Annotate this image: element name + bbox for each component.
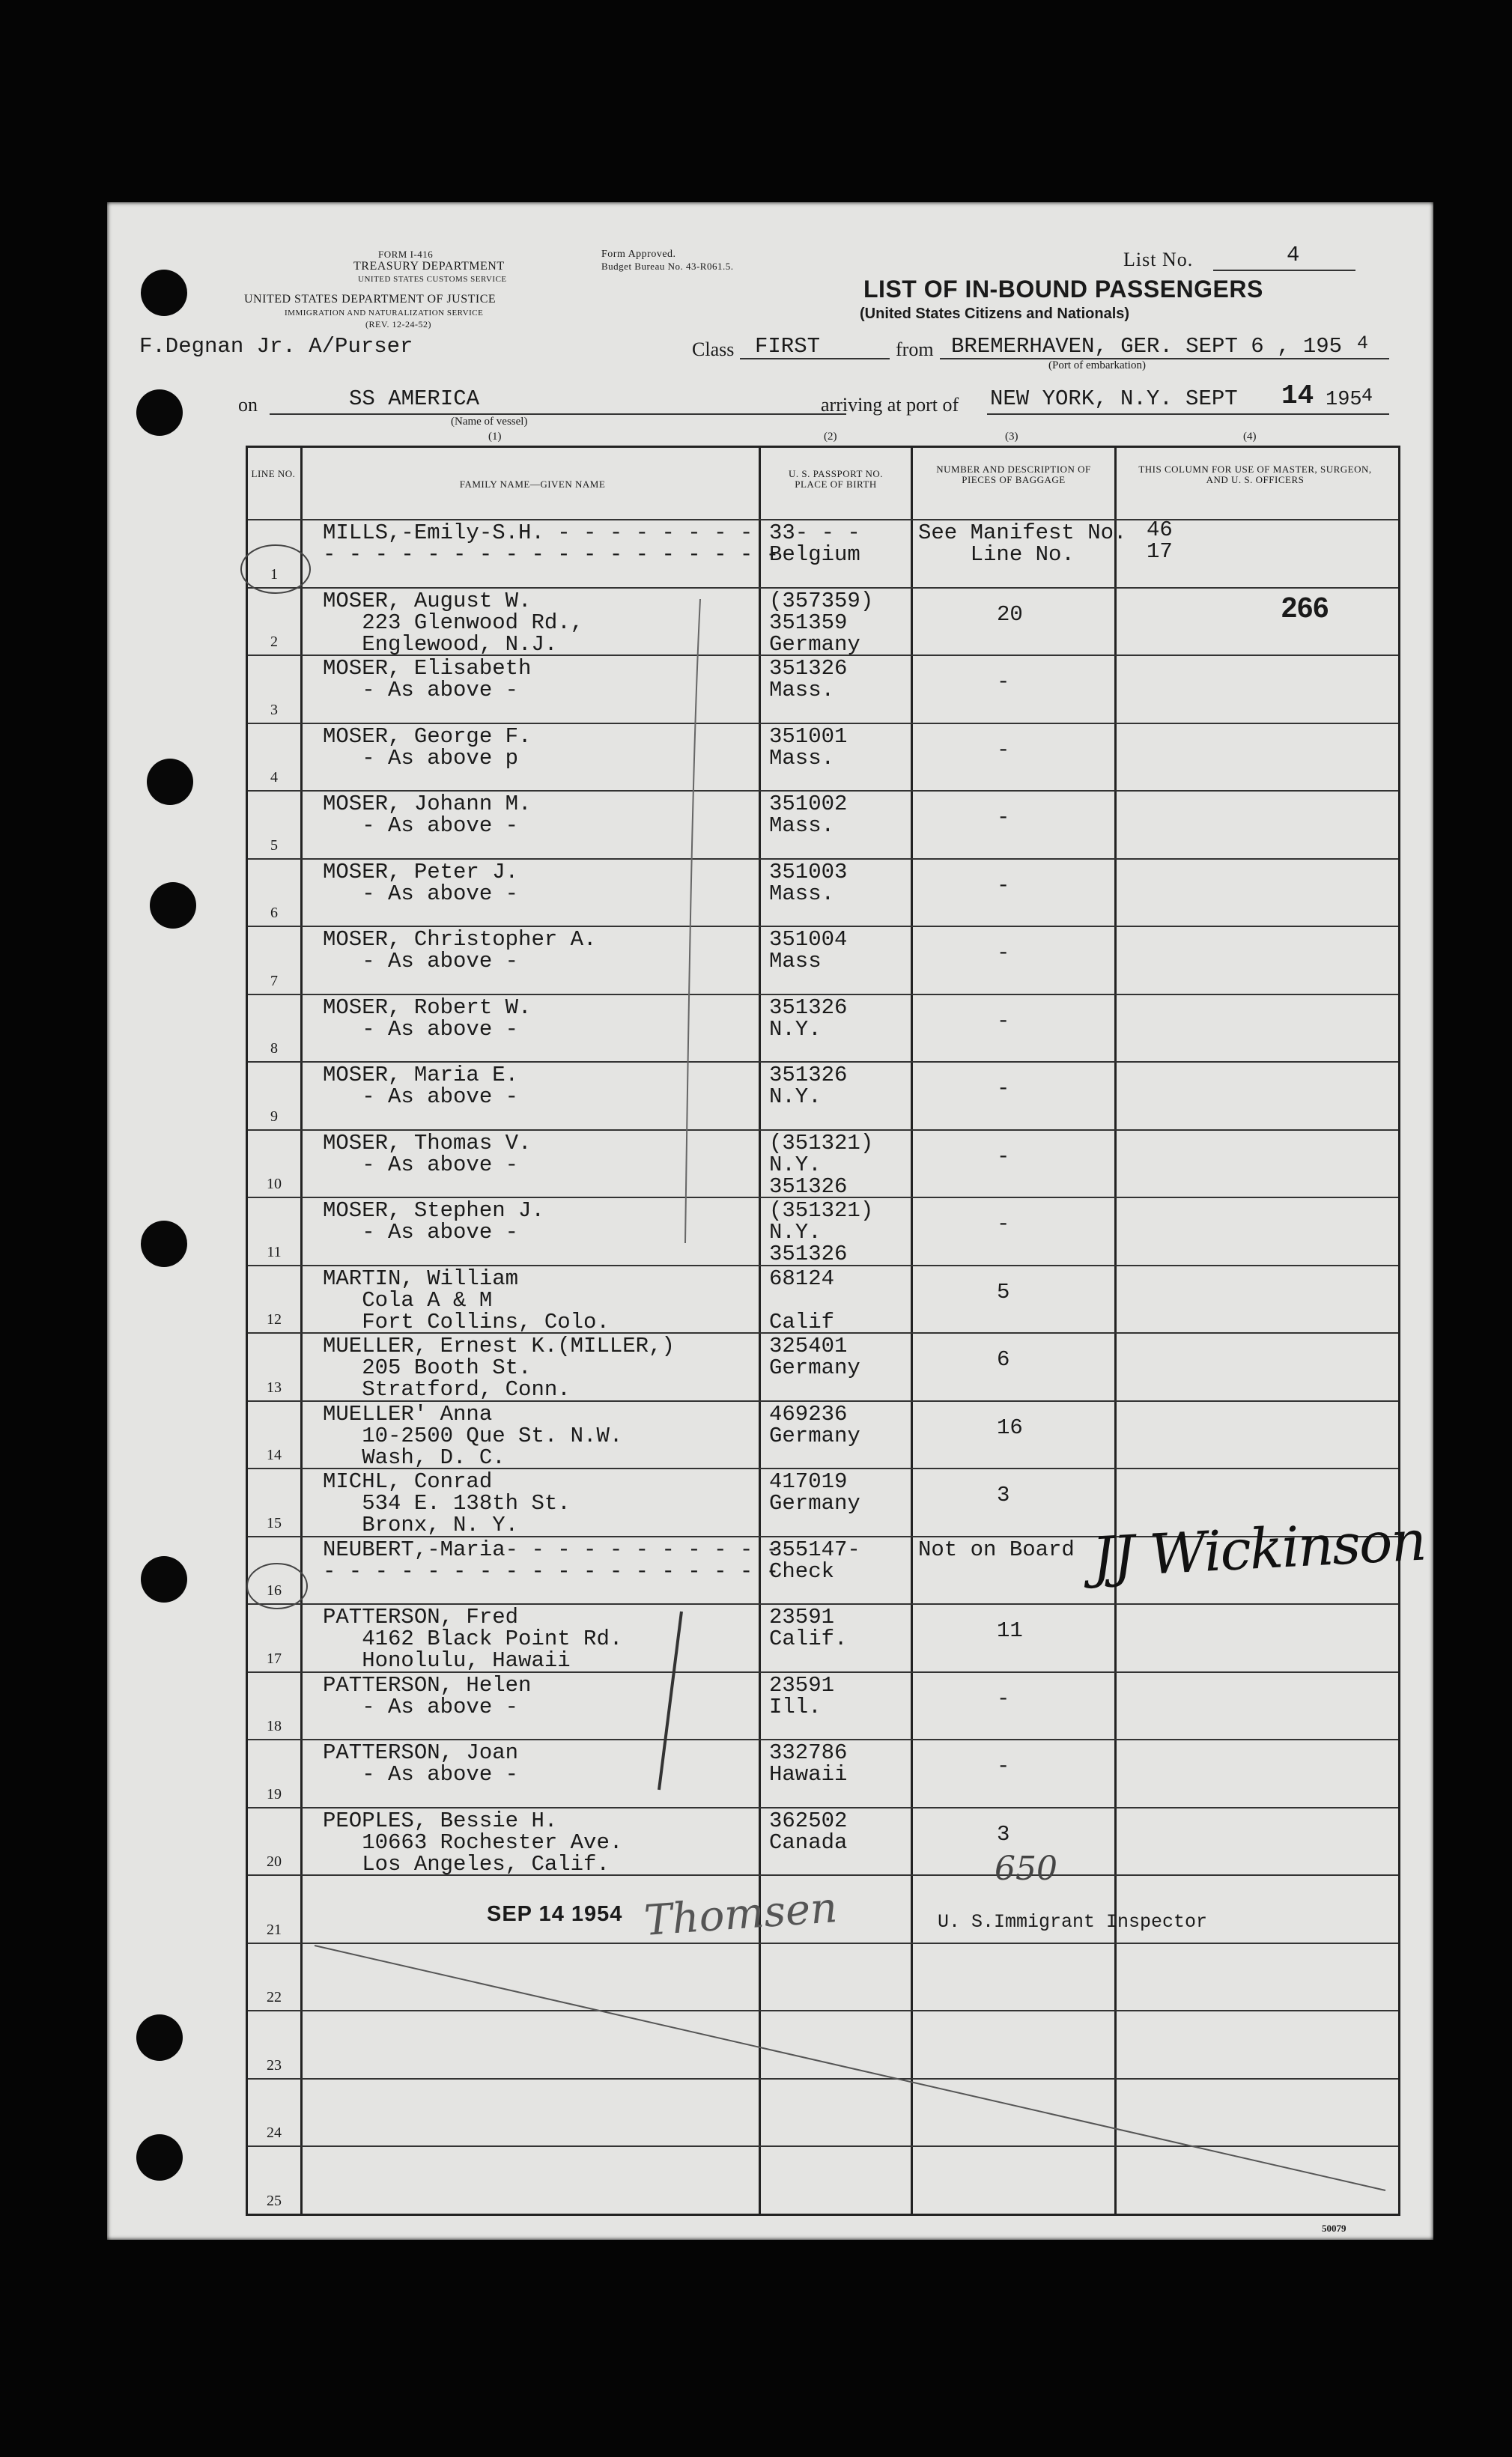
passport-birthplace: 469236 Germany (769, 1401, 860, 1448)
form-subtitle: (United States Citizens and Nationals) (860, 306, 1130, 322)
port-embarkation-caption: (Port of embarkation) (1048, 359, 1146, 371)
line-number: 10 (267, 1176, 282, 1193)
col-number-4: (4) (1243, 431, 1257, 443)
arriving-day: 14 (1281, 380, 1314, 411)
line-number: 6 (270, 905, 278, 922)
ins-service: IMMIGRATION AND NATURALIZATION SERVICE (285, 309, 484, 318)
line-number: 17 (267, 1650, 282, 1667)
arriving-year-end: 4 (1361, 385, 1373, 407)
arriving-year: 195 (1326, 389, 1362, 411)
passenger-name: MUELLER' Anna 10-2500 Que St. N.W. Wash, D. C. (323, 1401, 623, 1470)
purser-name: F.Degnan Jr. A/Purser (139, 334, 413, 359)
class-label: Class (692, 338, 735, 360)
col-header-officers: THIS COLUMN FOR USE OF MASTER, SURGEON, AND U. S. OFFICERS (1138, 464, 1372, 485)
line-number: 2 (270, 634, 278, 651)
passenger-name: MOSER, Maria E. - As above - (323, 1063, 519, 1110)
line-number: 19 (267, 1785, 282, 1802)
baggage-count: - (997, 1008, 1010, 1033)
list-no-label: List No. (1123, 249, 1194, 270)
officer-note: 46 17 (1147, 517, 1173, 564)
line-number: 20 (267, 1853, 282, 1871)
baggage-count: 16 (997, 1415, 1023, 1440)
vessel-caption: (Name of vessel) (451, 416, 528, 428)
treasury-department: TREASURY DEPARTMENT (353, 260, 505, 273)
passenger-name: MOSER, Robert W. - As above - (323, 994, 532, 1042)
class-value: FIRST (755, 334, 821, 359)
line-number: 22 (267, 1989, 282, 2006)
line-number: 23 (267, 2056, 282, 2074)
diagonal-strike (315, 1946, 1385, 2190)
col-header-passport: U. S. PASSPORT NO. PLACE OF BIRTH (789, 468, 883, 490)
inspector-caption: U. S.Immigrant Inspector (938, 1911, 1208, 1933)
row-circle-1 (241, 545, 310, 593)
inspector-stamp-date: SEP 14 1954 (487, 1902, 623, 1926)
passenger-name: MUELLER, Ernest K.(MILLER,) 205 Booth St. Stratford, Conn. (323, 1334, 675, 1403)
passport-birthplace: 68124 Calif (769, 1266, 835, 1334)
passenger-name: PEOPLES, Bessie H. 10663 Rochester Ave. Los Angeles, Calif. (323, 1808, 623, 1877)
vessel-name: SS AMERICA (349, 386, 480, 411)
officer-note: 266 (1281, 592, 1329, 624)
passenger-name: MILLS,-Emily-S.H. - - - - - - - - - - - - - - - - - - - - - - - - - - (323, 520, 780, 567)
line-number: 24 (267, 2125, 282, 2142)
line-number: 1 (270, 565, 278, 583)
line-number: 5 (270, 836, 278, 854)
passport-birthplace: (351321) N.Y. 351326 (769, 1130, 874, 1199)
passport-birthplace: 23591 Ill. (769, 1672, 835, 1719)
passport-birthplace: 351326 Mass. (769, 656, 848, 703)
passenger-name: MOSER, Peter J. - As above - (323, 859, 519, 906)
line-number: 21 (267, 1921, 282, 1938)
footer-code: 50079 (1322, 2223, 1346, 2234)
baggage-count: - (997, 941, 1010, 966)
from-value: BREMERHAVEN, GER. SEPT 6 , 195 (951, 334, 1343, 359)
form-title: LIST OF IN-BOUND PASSENGERS (863, 276, 1263, 303)
passport-birthplace: 33- - - Belgium (769, 520, 860, 567)
passenger-name: PATTERSON, Helen - As above - (323, 1672, 532, 1719)
passenger-name: MICHL, Conrad 534 E. 138th St. Bronx, N. Y. (323, 1469, 571, 1538)
baggage-count: - (997, 669, 1010, 695)
passport-birthplace: 23591 Calif. (769, 1605, 848, 1652)
line-number: 7 (270, 972, 278, 989)
from-year-end: 4 (1357, 332, 1369, 354)
arriving-port: NEW YORK, N.Y. SEPT (990, 386, 1238, 411)
baggage-count: 3 (997, 1483, 1010, 1508)
form-revision: (REV. 12-24-52) (365, 319, 431, 329)
passenger-name: NEUBERT,-Maria- - - - - - - - - - - - - - - - - - - - - - - - - - - - - (323, 1537, 780, 1584)
line-number: 4 (270, 769, 278, 786)
passport-birthplace: 351326 N.Y. (769, 1063, 848, 1110)
line-number: 11 (267, 1243, 282, 1260)
pencil-stroke (659, 1612, 681, 1790)
baggage-count: - (997, 1686, 1010, 1711)
passenger-name: MOSER, August W. 223 Glenwood Rd., Englewood, N.J. (323, 588, 584, 657)
arriving-label: arriving at port of (821, 394, 959, 416)
col-header-baggage: NUMBER AND DESCRIPTION OF PIECES OF BAGGAGE (936, 464, 1091, 485)
passport-birthplace: (351321) N.Y. 351326 (769, 1198, 874, 1267)
inspector-signature: Thomsen (643, 1883, 840, 1946)
col-number-1: (1) (488, 431, 502, 443)
baggage-count: - (997, 1212, 1010, 1237)
baggage-count: 3 (997, 1821, 1010, 1847)
line-number: 18 (267, 1718, 282, 1735)
baggage-count: - (997, 1144, 1010, 1169)
row-circle-16 (247, 1564, 307, 1609)
baggage-count: - (997, 1754, 1010, 1779)
list-no-value: 4 (1287, 243, 1300, 267)
passport-birthplace: 351003 Mass. (769, 859, 848, 906)
passenger-name: MOSER, George F. - As above p (323, 723, 532, 771)
line-number: 25 (267, 2192, 282, 2209)
col-number-3: (3) (1005, 431, 1018, 443)
passport-birthplace: (357359) 351359 Germany (769, 588, 874, 657)
passport-birthplace: 351001 Mass. (769, 723, 848, 771)
baggage-count: 20 (997, 601, 1023, 627)
passport-birthplace: 417019 Germany (769, 1469, 860, 1516)
baggage-count: 6 (997, 1347, 1010, 1373)
line-number: 9 (270, 1108, 278, 1125)
baggage-count: Not on Board (918, 1537, 1075, 1562)
passport-birthplace: 351004 Mass (769, 927, 848, 974)
form-approved: Form Approved. (601, 249, 676, 260)
passenger-name: MARTIN, William Cola A & M Fort Collins, Colo. (323, 1266, 610, 1334)
passenger-name: PATTERSON, Fred 4162 Black Point Rd. Honolulu, Hawaii (323, 1605, 623, 1674)
line-number: 8 (270, 1040, 278, 1057)
baggage-count: See Manifest No. Line No. (918, 520, 1127, 567)
baggage-count: 11 (997, 1618, 1023, 1644)
officer-signature: JJ Wickinson (1090, 1508, 1427, 1591)
passport-birthplace: 351002 Mass. (769, 792, 848, 839)
passport-birthplace: 355147- Check (769, 1537, 860, 1584)
fee-note: 650 (995, 1850, 1057, 1888)
passport-birthplace: 362502 Canada (769, 1808, 848, 1855)
passenger-name: MOSER, Elisabeth - As above - (323, 656, 532, 703)
baggage-count: - (997, 872, 1010, 898)
line-number: 13 (267, 1379, 282, 1396)
passport-birthplace: 351326 N.Y. (769, 994, 848, 1042)
passenger-name: MOSER, Thomas V. - As above - (323, 1130, 532, 1177)
form-number: FORM I-416 (378, 249, 434, 260)
passenger-name: MOSER, Johann M. - As above - (323, 792, 532, 839)
col-number-2: (2) (824, 431, 837, 443)
line-number: 3 (270, 701, 278, 718)
line-number: 16 (267, 1582, 282, 1600)
customs-service: UNITED STATES CUSTOMS SERVICE (358, 275, 507, 284)
baggage-count: - (997, 1076, 1010, 1102)
line-number: 12 (267, 1311, 282, 1328)
col-header-name: FAMILY NAME—GIVEN NAME (459, 479, 606, 490)
from-label: from (896, 338, 934, 360)
passport-birthplace: 325401 Germany (769, 1334, 860, 1381)
baggage-count: - (997, 737, 1010, 762)
pencil-bracket (685, 599, 700, 1243)
passenger-name: MOSER, Stephen J. - As above - (323, 1198, 544, 1245)
budget-bureau: Budget Bureau No. 43-R061.5. (601, 261, 734, 272)
on-label: on (238, 394, 258, 416)
passenger-name: PATTERSON, Joan - As above - (323, 1740, 519, 1788)
col-header-line-no: LINE NO. (251, 468, 296, 479)
passport-birthplace: 332786 Hawaii (769, 1740, 848, 1788)
line-number: 14 (267, 1447, 282, 1464)
line-number: 15 (267, 1514, 282, 1531)
baggage-count: - (997, 805, 1010, 830)
baggage-count: 5 (997, 1279, 1010, 1305)
justice-department: UNITED STATES DEPARTMENT OF JUSTICE (244, 293, 497, 306)
passenger-name: MOSER, Christopher A. - As above - (323, 927, 597, 974)
